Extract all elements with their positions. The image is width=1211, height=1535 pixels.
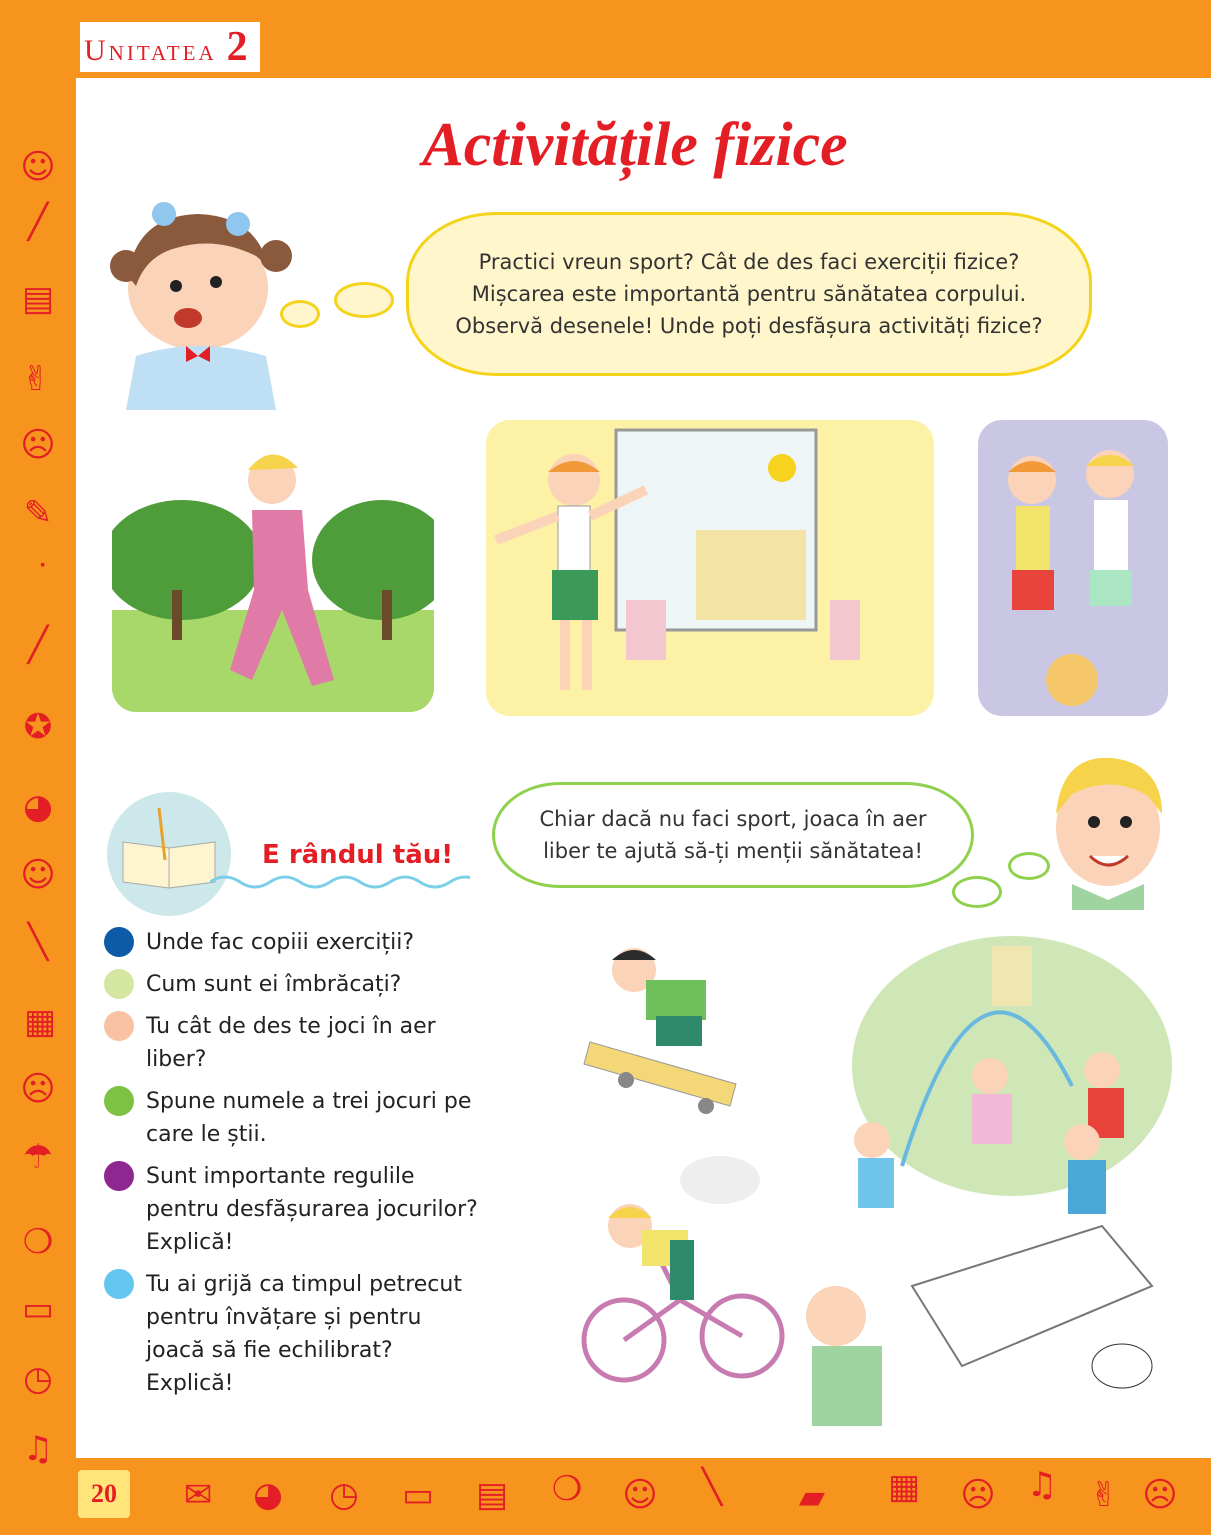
victory-hand-icon: ✌ — [21, 359, 51, 399]
victory-hand-icon: ✌ — [1089, 1475, 1119, 1515]
open-book-icon — [107, 792, 231, 916]
bullet-dot-icon — [104, 1269, 134, 1299]
palette-icon: ◕ — [253, 1475, 283, 1515]
sad-face-icon: ☹ — [960, 1475, 996, 1515]
question-item — [104, 1268, 484, 1400]
bullet-dot-icon — [104, 927, 134, 957]
boy-speaker-illustration — [1032, 744, 1172, 910]
girl-speaker-illustration — [106, 196, 302, 410]
toothbrush-icon: ╲ — [27, 922, 49, 962]
bubble-middle-line-2: liber te ajută să-ți menții sănătatea! — [543, 839, 923, 863]
page-title: Activitățile fizice — [422, 111, 848, 179]
bubble-top-line-1: Practici vreun sport? Cât de des faci exerciții fizice? — [478, 250, 1020, 274]
pen-icon: ╱ — [27, 625, 49, 665]
calendar-icon: ▦ — [23, 1002, 57, 1042]
music-note-icon: ♫ — [22, 1429, 54, 1469]
pencil-icon: ✎ — [23, 493, 53, 533]
bullet-dot-icon — [104, 1161, 134, 1191]
sad-face-icon: ☹ — [20, 425, 56, 465]
speech-bubble-top — [406, 212, 1092, 376]
girl-jogging-illustration — [112, 440, 434, 712]
angry-face-icon: ☹ — [1142, 1475, 1178, 1515]
neutral-face-icon: ☺ — [20, 855, 56, 895]
soap-icon: ▭ — [21, 1289, 55, 1329]
question-item — [104, 1085, 484, 1151]
question-text: Unde fac copiii exerciții? — [146, 930, 415, 955]
question-text: Tu ai grijă ca timpul petrecut pentru învățare și pentru joacă să fie echilibrat? Explică! — [146, 1272, 462, 1396]
bullet-dot-icon — [104, 969, 134, 999]
smiley-icon: ☺ — [622, 1475, 658, 1515]
music-note-icon: ♫ — [1026, 1465, 1058, 1505]
question-list — [104, 926, 484, 1409]
award-ribbon-icon: ✪ — [23, 707, 53, 747]
question-item — [104, 926, 484, 959]
page-number: 20 — [78, 1470, 130, 1518]
palette-icon: ◕ — [23, 787, 53, 827]
clock-icon: ◷ — [329, 1475, 359, 1515]
bubble-top-line-3: Observă desenele! Unde poți desfășura activități fizice? — [455, 314, 1043, 338]
question-item — [104, 1160, 484, 1259]
question-text: Sunt importante regulile pentru desfășurarea jocurilor? Explică! — [146, 1164, 478, 1255]
apple-icon: ᐝ — [37, 557, 47, 597]
boy-cycling-illustration — [580, 1140, 790, 1410]
toothbrush-icon: ╲ — [701, 1467, 723, 1507]
apple-icon: ❍ — [22, 1222, 54, 1262]
sad-face-icon: ☹ — [20, 1069, 56, 1109]
smiley-icon: ☺ — [20, 147, 56, 187]
thought-puff-small — [280, 300, 320, 328]
unit-header — [80, 22, 260, 72]
decorative-wave — [210, 872, 470, 892]
speech-bubble-middle — [492, 782, 974, 888]
unit-word: Unitatea — [84, 34, 217, 67]
two-kids-with-ball-illustration — [978, 420, 1168, 716]
question-item — [104, 1010, 484, 1076]
bubble-middle-line-1: Chiar dacă nu faci sport, joaca în aer — [539, 807, 927, 831]
unit-number: 2 — [226, 24, 248, 70]
boy-exercising-at-window-illustration — [486, 420, 934, 716]
book-icon: ▰ — [798, 1477, 826, 1517]
shower-icon: ☂ — [22, 1137, 54, 1177]
bullet-dot-icon — [104, 1086, 134, 1116]
notebook-icon: ▤ — [475, 1475, 509, 1515]
question-text: Tu cât de des te joci în aer liber? — [146, 1014, 436, 1072]
thought-puff-small — [952, 876, 1002, 908]
bullet-dot-icon — [104, 1011, 134, 1041]
calendar-icon: ▦ — [887, 1467, 921, 1507]
bubble-top-line-2: Mișcarea este importantă pentru sănătatea corpului. — [471, 282, 1027, 306]
clock-icon: ◷ — [23, 1359, 53, 1399]
notebook-icon: ▤ — [21, 279, 55, 319]
question-text: Spune numele a trei jocuri pe care le știi. — [146, 1089, 472, 1147]
brush-icon: ╱ — [27, 202, 49, 242]
soap-icon: ▭ — [401, 1475, 435, 1515]
thought-puff-medium — [334, 282, 394, 318]
envelope-icon: ✉ — [183, 1475, 213, 1515]
boy-skateboarding-illustration — [556, 930, 766, 1126]
question-text: Cum sunt ei îmbrăcați? — [146, 972, 402, 997]
your-turn-heading: E rândul tău! — [262, 840, 454, 870]
kids-playing-outdoors-illustration — [802, 926, 1172, 1426]
question-item — [104, 968, 484, 1001]
apple-icon: ❍ — [551, 1469, 583, 1509]
